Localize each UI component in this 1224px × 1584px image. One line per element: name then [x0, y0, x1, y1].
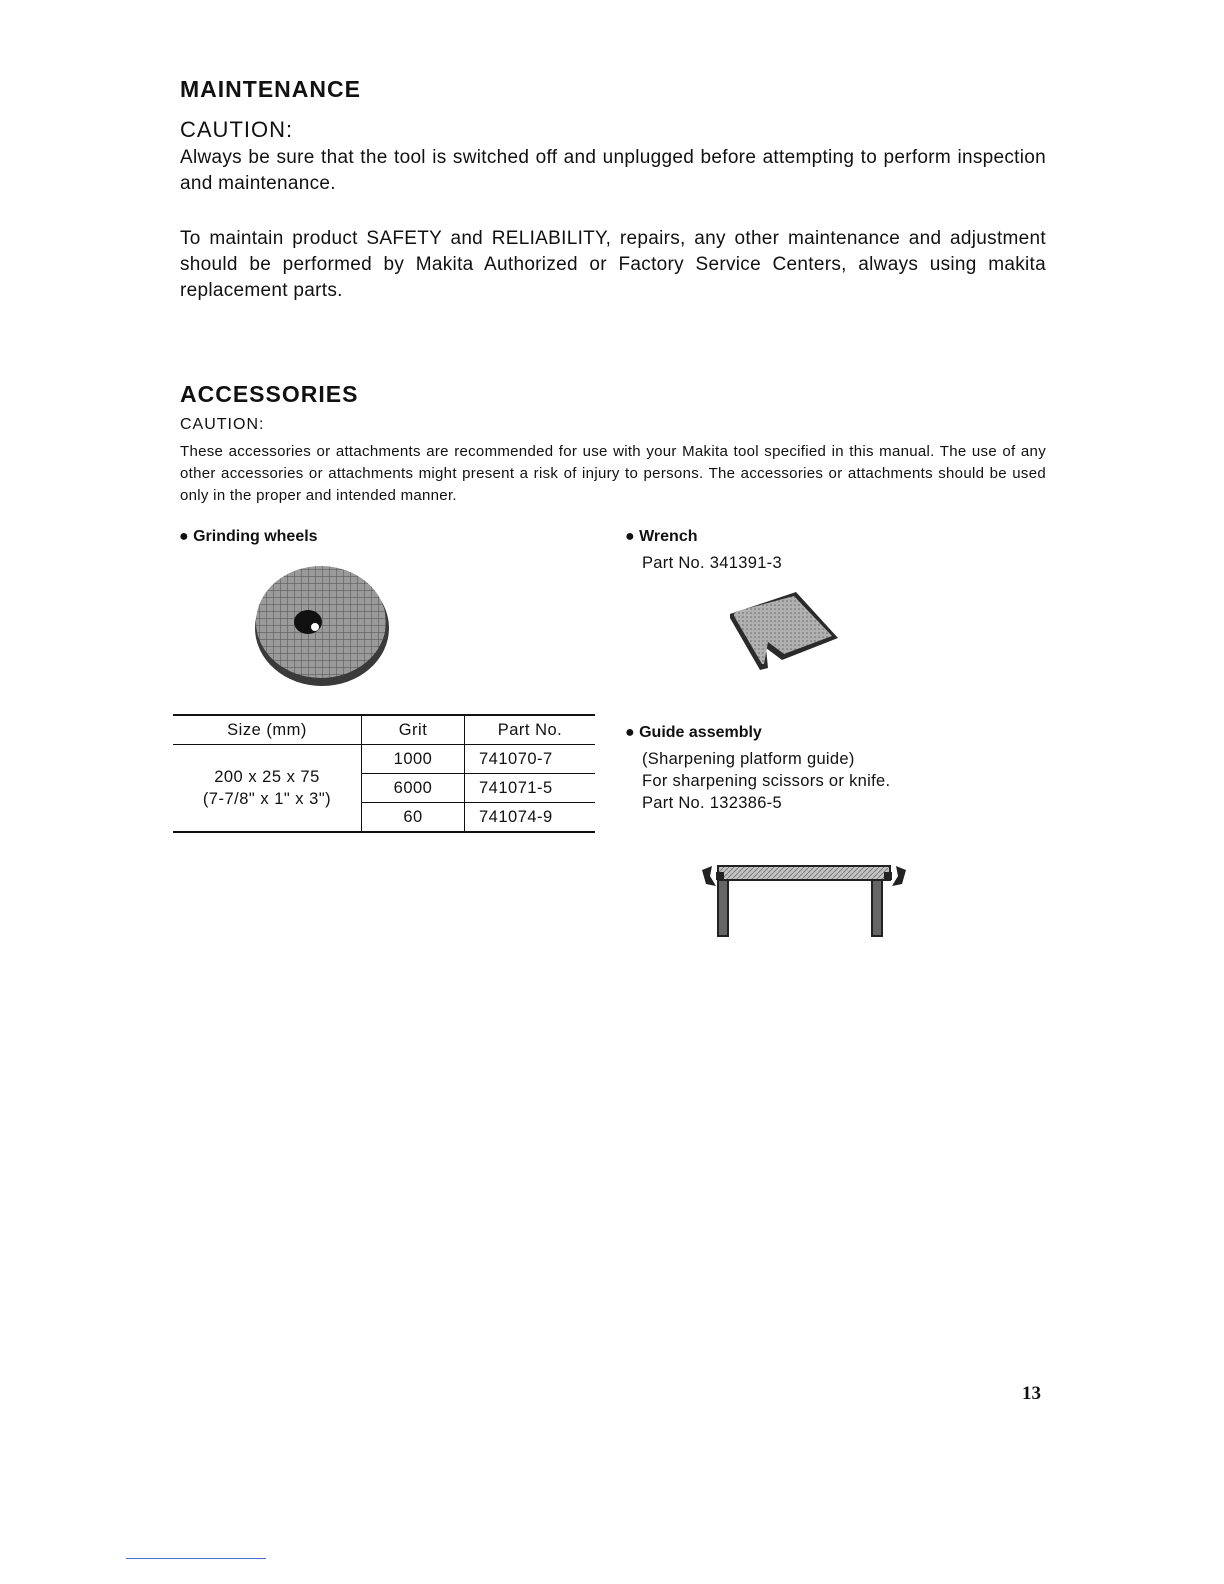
maintenance-caution-text: Always be sure that the tool is switched off and unplugged before attempting to perform inspection and maintenance. [180, 147, 1046, 194]
guide-assembly-title: Guide assembly [639, 724, 762, 741]
guide-assembly-description: (Sharpening platform guide) [642, 750, 855, 768]
footer-rule [126, 1558, 266, 1559]
guide-assembly-part-no: Part No. 132386-5 [642, 794, 782, 812]
wrench-image [726, 588, 842, 672]
guide-assembly-item [625, 724, 762, 742]
bullet-icon: ● [179, 528, 194, 545]
grinding-wheels-item [179, 528, 318, 546]
part-cell: 741074-9 [465, 803, 596, 833]
wrench-item [625, 528, 698, 546]
grinding-wheel-image [252, 562, 392, 688]
grit-cell: 1000 [362, 745, 465, 774]
part-cell: 741070-7 [465, 745, 596, 774]
grinding-wheels-table [173, 714, 595, 833]
grit-cell: 6000 [362, 774, 465, 803]
bullet-icon: ● [625, 528, 640, 545]
accessories-caution-text: These accessories or attachments are recommended for use with your Makita tool specified in this manual. The use of any other accessories or attachments might present a risk of injury to persons. The accessories or attachments should be used only in the proper and intended manner. [180, 443, 1046, 504]
table-header-row [173, 715, 595, 745]
guide-assembly-image [698, 858, 910, 940]
grinding-wheels-title: Grinding wheels [193, 528, 318, 545]
size-imperial: (7-7/8" x 1" x 3") [202, 790, 332, 808]
header-part-no: Part No. [465, 715, 596, 745]
wrench-part-no: Part No. 341391-3 [642, 554, 782, 572]
part-cell: 741071-5 [465, 774, 596, 803]
header-grit: Grit [362, 715, 465, 745]
maintenance-caution-label: CAUTION: [180, 117, 294, 142]
wrench-title: Wrench [639, 528, 698, 545]
table-row [173, 745, 595, 774]
accessories-heading: ACCESSORIES [180, 381, 359, 407]
bullet-icon: ● [625, 724, 640, 741]
accessories-caution-label: CAUTION: [180, 416, 265, 433]
size-cell [173, 745, 362, 833]
maintenance-heading: MAINTENANCE [180, 76, 361, 102]
header-size: Size (mm) [173, 715, 362, 745]
guide-assembly-usage: For sharpening scissors or knife. [642, 772, 891, 790]
page-number: 13 [1022, 1383, 1041, 1404]
maintenance-reliability-text: To maintain product SAFETY and RELIABILITY, repairs, any other maintenance and adjustment should be performed by Makita Authorized or Factory Service Centers, always using makita replacement parts. [180, 228, 1046, 301]
size-metric: 200 x 25 x 75 [214, 768, 320, 786]
grit-cell: 60 [362, 803, 465, 833]
